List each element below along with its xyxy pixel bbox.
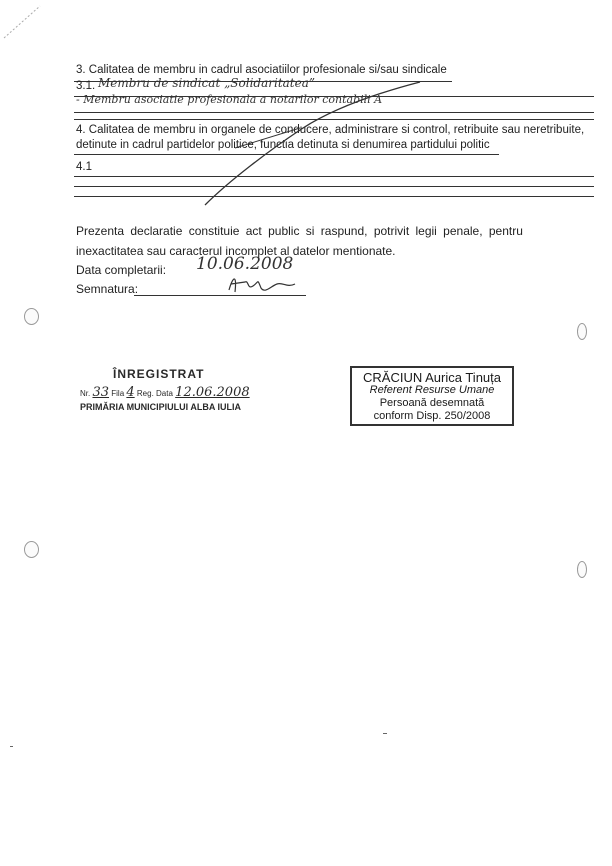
punch-hole-right-bottom — [577, 561, 587, 578]
declaration-line2: inexactitatea sau caracterul incomplet al datelor mentionate. — [76, 244, 396, 258]
data-value: 12.06.2008 — [175, 385, 250, 400]
hr-stamp-role: Referent Resurse Umane — [369, 384, 495, 396]
fila-label: Fila — [111, 389, 125, 398]
registration-title: ÎNREGISTRAT — [113, 367, 205, 381]
scan-speck — [10, 746, 13, 747]
hr-stamp-designation: Persoană desemnată — [379, 397, 485, 409]
section4-heading-line1: 4. Calitatea de membru in organele de conducere, administrare si control, retribuite sau neretribuite, — [76, 124, 585, 136]
date-value: 10.06.2008 — [196, 254, 294, 274]
punch-hole-left-top — [24, 308, 39, 325]
hr-stamp-reference: conform Disp. 250/2008 — [373, 410, 491, 422]
section4-item-number: 4.1 — [76, 161, 92, 173]
nr-value: 33 — [92, 385, 110, 400]
scan-speck — [383, 733, 387, 734]
signature-label: Semnatura: — [76, 282, 139, 296]
punch-hole-right-top — [577, 323, 587, 340]
hr-stamp — [350, 366, 514, 426]
punch-hole-left-bottom — [24, 541, 39, 558]
data-label: Data — [156, 389, 173, 398]
section3-handwritten-line1: Membru de sindicat „Solidaritatea” — [98, 76, 316, 90]
registration-stamp — [80, 367, 280, 412]
date-label: Data completarii: — [76, 263, 167, 277]
institution-name: PRIMĂRIA MUNICIPIULUI ALBA IULIA — [80, 402, 241, 412]
section4-heading-line2: detinute in cadrul partidelor politice, functia detinuta si denumirea partidului politic — [76, 139, 490, 151]
section3-item-number: 3.1. — [76, 80, 96, 92]
fila-value: 4 — [126, 385, 135, 400]
nr-label: Nr. — [80, 389, 91, 398]
section3-handwritten-line2: - Membru asociatie profesionala a notarilor contabili A — [76, 93, 383, 106]
declaration-line1: Prezenta declaratie constituie act public si raspund, potrivit legii penale, pentru — [76, 224, 523, 238]
reg-label: Reg. — [136, 389, 154, 398]
hr-stamp-name: CRĂCIUN Aurica Tinuța — [363, 370, 501, 385]
section3-heading: 3. Calitatea de membru in cadrul asociatiilor profesionale si/sau sindicale — [76, 64, 447, 76]
strike-through-marks — [0, 0, 612, 220]
handwritten-signature — [225, 272, 315, 298]
